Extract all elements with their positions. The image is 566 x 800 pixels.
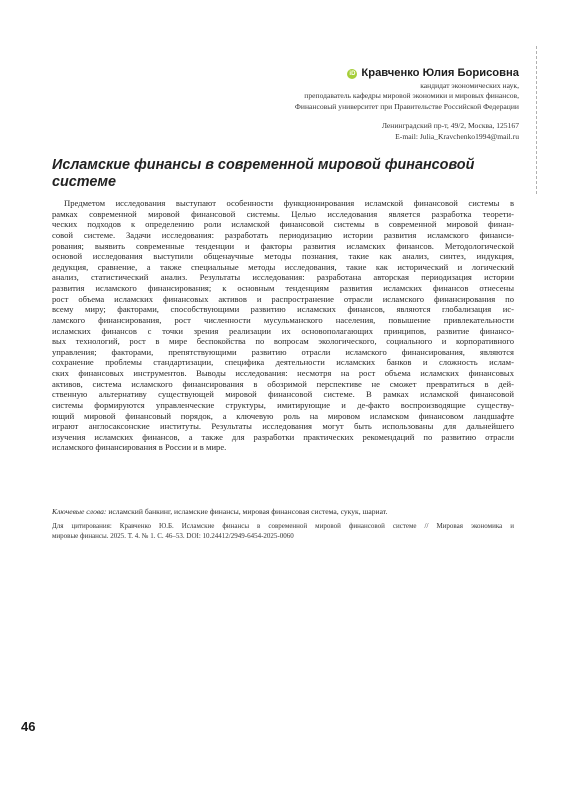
abstract-line: ских финансовых инструментов. Выводы исследования: несмотря на рост объема исламских финансовых bbox=[52, 368, 514, 378]
author-name: Кравченко Юлия Борисовна bbox=[361, 67, 519, 79]
author-name-row bbox=[139, 66, 519, 80]
orcid-icon[interactable]: iD bbox=[349, 71, 356, 77]
abstract-line: активов, система исламского финансирования в обозримой перспективе не сможет превратиться в дей- bbox=[52, 378, 514, 389]
abstract-line: совой системе. Задачи исследования: разработать периодизацию истории развития исламского финанси- bbox=[52, 229, 514, 240]
title-line: системе bbox=[52, 174, 117, 190]
keywords bbox=[52, 507, 514, 517]
abstract-line: изучения исламских финансов, а также для разработки практических рекомендаций по развитию отрасли bbox=[52, 431, 514, 442]
abstract-line: рования; выявить современные тенденции и факторы развития исламских финансов. Методологической bbox=[52, 240, 514, 251]
author-position: преподаватель кафедры мировой экономики и мировых финансов, bbox=[304, 91, 519, 101]
abstract-line: ющий мировой финансовый порядок, а ключевую роль на мировом исламском финансовом ландшафте bbox=[52, 410, 514, 421]
page-number: 46 bbox=[21, 719, 36, 734]
margin-dashed-rule bbox=[536, 46, 537, 194]
citation-line: Для цитирования: Кравченко Ю.Б. Исламские финансы в современной мировой финансовой системе // Мировая экономика и bbox=[52, 522, 514, 530]
abstract-line: рост объема исламских финансовых активов и распространение отрасли исламского финансирования по bbox=[52, 293, 514, 304]
abstract-line: основой исследования выступили общенаучные методы познания, такие как анализ, синтез, индукция, bbox=[52, 251, 514, 262]
author-email[interactable]: E-mail: Julia_Kravchenko1994@mail.ru bbox=[395, 131, 519, 141]
abstract-line: сохранение проблемы стандартизации, специфика деятельности исламских банков и сложность ислам- bbox=[52, 357, 514, 368]
abstract-line: ственную альтернативу существующей мировой финансовой системе. В рамках исламской финансовой bbox=[52, 389, 514, 400]
abstract-line: Предметом исследования выступают особенности функционирования исламской финансовой системы в bbox=[64, 198, 514, 208]
abstract bbox=[52, 198, 514, 453]
citation bbox=[52, 521, 514, 542]
abstract-line: анализ, статистический анализ. Результаты исследования: разработана авторская периодизация истории bbox=[52, 272, 514, 283]
keywords-label: Ключевые слова: bbox=[52, 507, 107, 516]
abstract-line: играют англосаксонские институты. Результаты исследования могут быть использованы для дальнейшего bbox=[52, 421, 514, 432]
abstract-line: исламского финансирования в России и в мире. bbox=[52, 442, 227, 453]
abstract-line: всему миру; факторами, способствующими развитию исламских финансов, являются глобализация ис- bbox=[52, 304, 514, 315]
abstract-line: рамках современной мировой финансовой системы. Целью исследования является разработка теорети- bbox=[52, 208, 514, 219]
abstract-line: исламских финансов с точки зрения реализации их основополагающих принципов, развитие финансо- bbox=[52, 325, 514, 336]
abstract-line: ческих подходов к определению роли исламской финансовой системы в современной мировой финан- bbox=[52, 219, 514, 230]
citation-line: мировые финансы. 2025. Т. 4. № 1. С. 46–53. DOI: 10.24412/2949-6454-2025-0060 bbox=[52, 532, 294, 541]
author-degree: кандидат экономических наук, bbox=[420, 81, 519, 90]
article-title bbox=[52, 157, 492, 191]
keywords-text: исламский банкинг, исламские финансы, мировая финансовая система, сукук, шариат. bbox=[106, 507, 388, 516]
author-address: Ленинградский пр-т, 49/2, Москва, 125167 bbox=[381, 121, 519, 131]
abstract-line: системы формируются управленческие структуры, имитирующие и де-факто воспроизводящие существу- bbox=[52, 399, 514, 410]
abstract-line: ламского финансирования, рост численности мусульманского населения, повышение привлекательности bbox=[52, 314, 514, 325]
abstract-line: вых технологий, рост в мире беспокойства по вопросам экологического, социального и корпоративного bbox=[52, 336, 514, 347]
abstract-line: управления; факторами, препятствующими развитию отрасли исламского финансирования, являются bbox=[52, 346, 514, 357]
author-block bbox=[139, 66, 519, 142]
abstract-line: развития исламского финансирования; к основным тенденциям развития исламских финансов отнесены bbox=[52, 283, 514, 293]
title-line: Исламские финансы в современной мировой финансовой bbox=[52, 157, 475, 173]
abstract-line: дедукция, сравнение, а также специальные методы исследования, такие как исторический и логический bbox=[52, 261, 514, 272]
author-affiliation: Финансовый университет при Правительстве Российской Федерации bbox=[294, 101, 519, 111]
